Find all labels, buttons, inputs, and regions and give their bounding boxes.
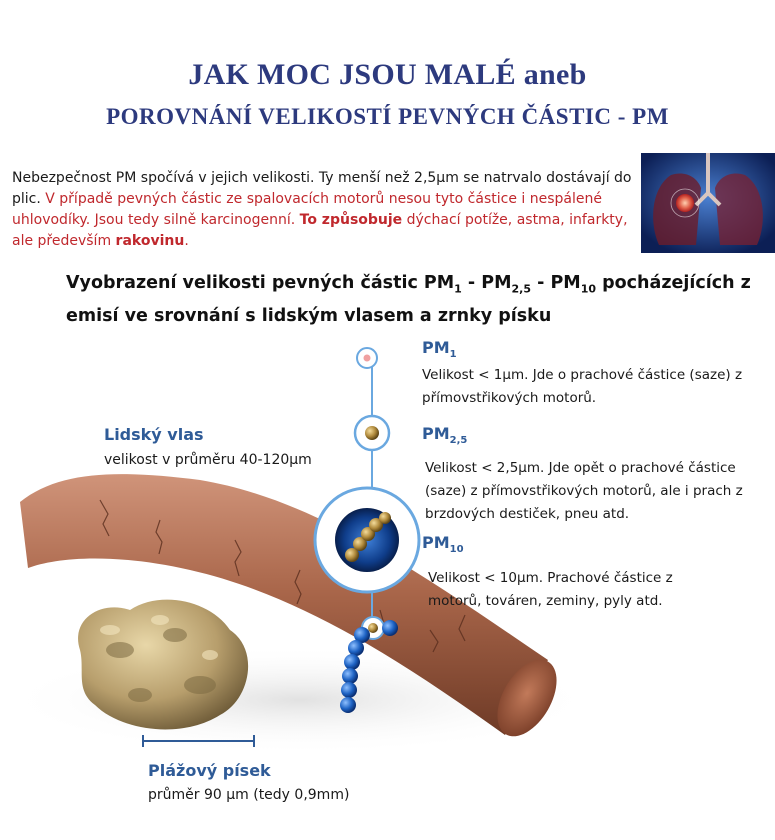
intro-text-4: dýchací potíže, astma, infarkty, ale především (12, 212, 628, 249)
pm10-marker (315, 488, 419, 592)
pm25-marker (355, 416, 389, 450)
intro-text-5: rakovinu (115, 233, 185, 249)
sand-label-desc: průměr 90 µm (tedy 0,9mm) (148, 787, 350, 803)
pm25-label: $PM_{2,5}$ (422, 424, 468, 447)
pm1-label: $PM_1$ (422, 338, 457, 361)
intro-text-2: V případě pevných částic ze spalovacích motorů nesou tyto částice i nespálené uhlovodíky. Jsou tedy silně karcinogenní. (12, 191, 602, 228)
lungs-image (641, 153, 775, 253)
hair-label-desc: velikost v průměru 40-120µm (104, 452, 312, 468)
sand-label-title: Plážový písek (148, 761, 271, 780)
intro-text-6: . (184, 233, 189, 249)
sand-grain (78, 600, 248, 730)
pm25-description: Velikost < 2,5µm. Jde opět o prachové částice (saze) z přímovstřikových motorů, ale i prach z brzdových destiček, pneu atd. (425, 460, 743, 522)
intro-paragraph (12, 168, 632, 252)
intro-text-3: To způsobuje (299, 212, 403, 228)
section-heading: Vyobrazení velikosti pevných částic $PM_1 - PM_{2,5} - PM_{10}$ pocházejících z emisí ve srovnání s lidským vlasem a zrnky písku (66, 273, 751, 326)
pm10-label: $PM_{10}$ (422, 533, 464, 556)
hair-label-title: Lidský vlas (104, 425, 204, 444)
page-subtitle: POROVNÁNÍ VELIKOSTÍ PEVNÝCH ČÁSTIC - PM (106, 104, 669, 129)
intro-text-1: Nebezpečnost PM spočívá v jejich velikosti. Ty menší než 2,5µm se natrvalo dostávají do plic. (12, 170, 632, 207)
pm1-description: Velikost < 1µm. Jde o prachové částice (saze) z přímovstřikových motorů. (422, 367, 743, 406)
pm1-marker (357, 348, 377, 368)
page-title: JAK MOC JSOU MALÉ aneb (188, 58, 587, 91)
pm10-description: Velikost < 10µm. Prachové částice z motorů, továren, zeminy, pyly atd. (428, 570, 673, 609)
